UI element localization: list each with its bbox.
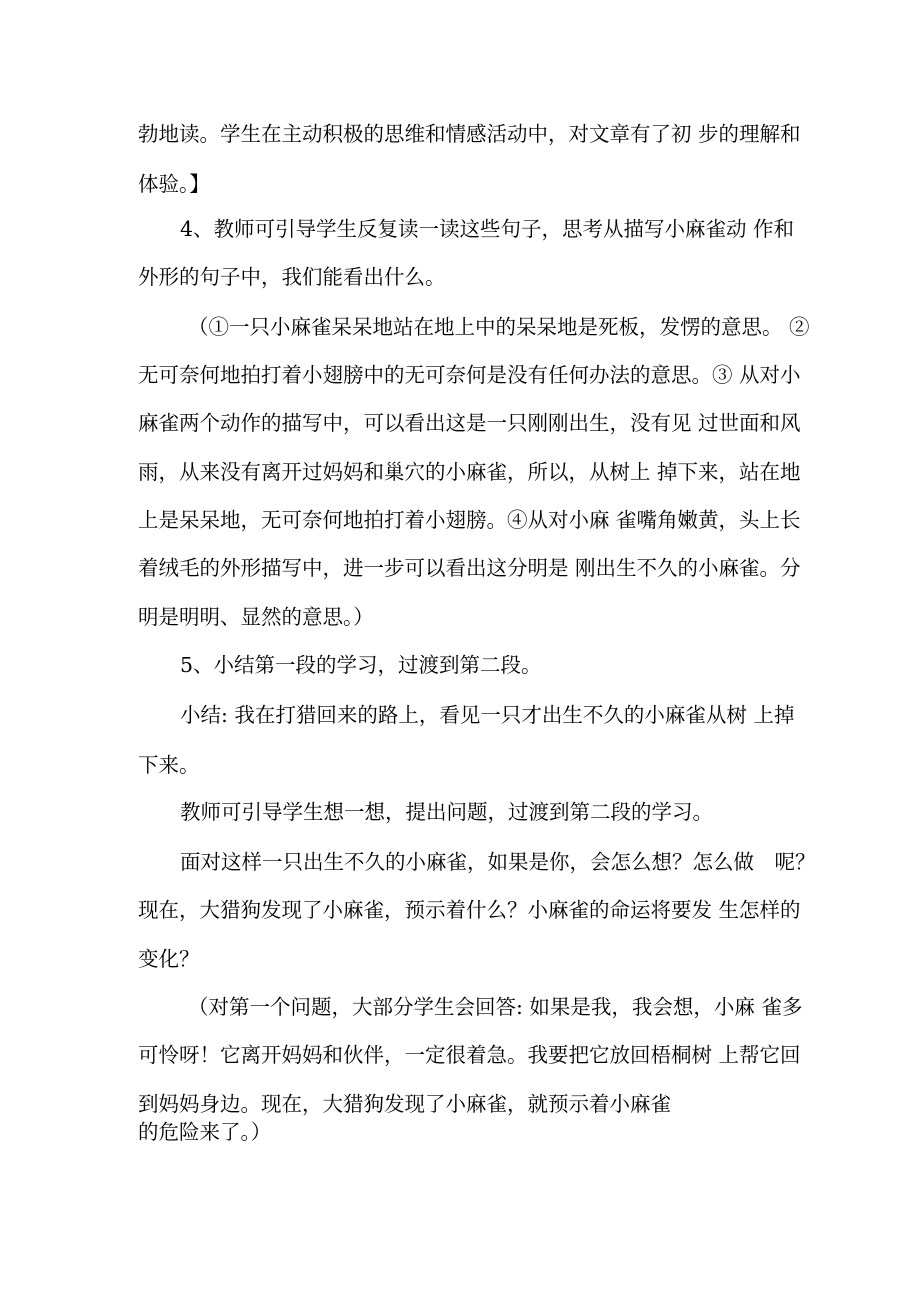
text-line: 变化？ bbox=[138, 947, 200, 971]
text-line: （①一只小麻雀呆呆地站在地上中的呆呆地是死板，发愣的意思。 ② bbox=[188, 315, 810, 339]
text-line: 明是明明、显然的意思。） bbox=[138, 605, 374, 629]
text-line: 4、教师可引导学生反复读一读这些句子，思考从描写小麻雀动 作和 bbox=[180, 217, 795, 241]
text-line: 教师可引导学生想一想，提出问题，过渡到第二段的学习。 bbox=[180, 800, 713, 824]
text-line: 现在，大猎狗发现了小麻雀，预示着什么？小麻雀的命运将要发 生怎样的 bbox=[138, 898, 801, 922]
text-line: 面对这样一只出生不久的小麻雀，如果是你，会怎么想？怎么做 呢？ bbox=[180, 850, 816, 874]
text-line: （对第一个问题，大部分学生会回答: 如果是我，我会想，小麻 雀多 bbox=[188, 995, 803, 1019]
text-line: 上是呆呆地，无可奈何地拍打着小翅膀。④从对小麻 雀嘴角嫩黄，头上长 bbox=[138, 508, 801, 532]
text-line: 5、小结第一段的学习，过渡到第二段。 bbox=[180, 653, 542, 677]
text-line: 到妈妈身边。现在，大猎狗发现了小麻雀，就预示着小麻雀 bbox=[138, 1092, 671, 1116]
text-line: 麻雀两个动作的描写中，可以看出这是一只刚刚出生，没有见 过世面和风 bbox=[138, 411, 801, 435]
text-line: 雨，从来没有离开过妈妈和巢穴的小麻雀，所以，从树上 掉下来，站在地 bbox=[138, 460, 801, 484]
text-line: 无可奈何地拍打着小翅膀中的无可奈何是没有任何办法的意思。③ 从对小 bbox=[138, 363, 801, 387]
text-line: 的危险来了。） bbox=[138, 1120, 272, 1144]
text-line: 体验。】 bbox=[138, 172, 210, 196]
text-line: 下来。 bbox=[138, 753, 200, 777]
text-line: 可怜呀！它离开妈妈和伙伴，一定很着急。我要把它放回梧桐树 上帮它回 bbox=[138, 1043, 801, 1067]
text-line: 小结: 我在打猎回来的路上，看见一只才出生不久的小麻雀从树 上掉 bbox=[180, 703, 795, 727]
text-line: 着绒毛的外形描写中，进一步可以看出这分明是 刚出生不久的小麻雀。分 bbox=[138, 556, 801, 580]
text-line: 外形的句子中，我们能看出什么。 bbox=[138, 265, 446, 289]
text-line: 勃地读。学生在主动积极的思维和情感活动中，对文章有了初 步的理解和 bbox=[138, 122, 801, 146]
